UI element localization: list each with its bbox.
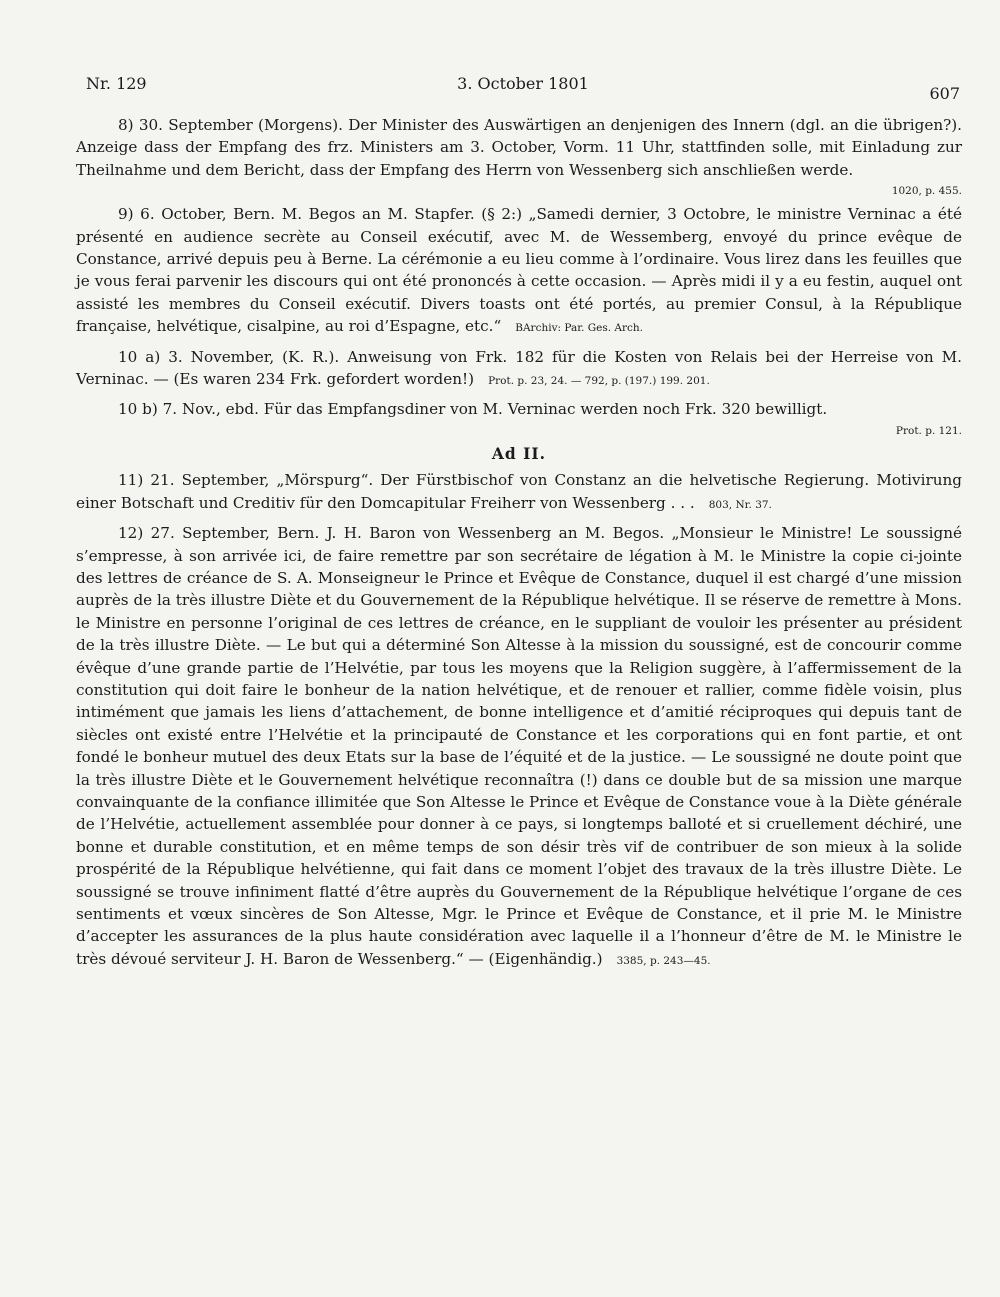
citation: 1020, p. 455.	[891, 185, 962, 198]
entry-text: 11) 21. September, „Mörspurg“. Der Fürstbischof von Constanz an die helvetische Regierung. Motivirung einer Botschaft und Creditiv für den Domcapitular Freiherr von Wessenberg . . .	[76, 471, 962, 512]
entry-text: 9) 6. October, Bern. M. Begos an M. Stapfer. (§ 2:) „Samedi dernier, 3 Octobre, le ministre Verninac a été présenté en audience secrète au Conseil exécutif, avec M. de Wessemberg, envoyé du prince evêque de Constance, arrivé depuis peu à Berne. La cérémonie a eu lieu comme à l’ordinaire. Vous lirez dans les feuilles que je vous ferai parvenir les discours qui ont été prononcés à cette occasion. — Après midi il y a eu festin, auquel ont assisté les membres du Conseil exécutif. Divers toasts ont été portés, au premier Consul, à la République française, helvétique, cisalpine, au roi d’Espagne, etc.“	[76, 205, 962, 336]
document-number: Nr. 129	[86, 74, 147, 93]
citation: Prot. p. 121.	[895, 424, 962, 437]
entry-9	[76, 203, 962, 339]
citation: 803, Nr. 37.	[708, 498, 772, 511]
entry-text: 10 a) 3. November, (K. R.). Anweisung von Frk. 182 für die Kosten von Relais bei der Herreise von M. Verninac. — (Es waren 234 Frk. gefordert worden!)	[76, 347, 962, 389]
document-body	[76, 114, 962, 978]
entry-10b	[76, 398, 962, 420]
entry-8	[76, 114, 962, 181]
citation: Prot. p. 23, 24. — 792, p. (197.) 199. 201.	[488, 375, 710, 388]
page-header	[86, 74, 960, 102]
citation: BArchiv: Par. Ges. Arch.	[515, 322, 644, 335]
section-heading: Ad II.	[491, 443, 547, 463]
entry-text: 8) 30. September (Morgens). Der Minister des Auswärtigen an denjenigen des Innern (dgl. an die übrigen?). Anzeige dass der Empfang des frz. Ministers am 3. October, Vorm. 11 Uhr, stattfinden solle, mit Einladung zur Theilnahme und dem Bericht, dass der Empfang des Herrn von Wessenberg sich anschließen werde.	[76, 116, 962, 179]
page-date: 3. October 1801	[457, 74, 589, 93]
entry-12	[76, 522, 962, 972]
entry-10a	[76, 346, 962, 393]
citation: 3385, p. 243—45.	[616, 954, 711, 967]
page-number: 607	[929, 84, 960, 103]
entry-text: 10 b) 7. Nov., ebd. Für das Empfangsdiner von M. Verninac werden noch Frk. 320 bewilligt.	[118, 400, 828, 419]
entry-text: 12) 27. September, Bern. J. H. Baron von Wessenberg an M. Begos. „Monsieur le Ministre! Le soussigné s’empresse, à son arrivée ici, de faire remettre par son secrétaire de légation à M. le Ministre la copie ci-jointe des lettres de créance de S. A. Monseigneur le Prince et Evêque de Constance, duquel il est chargé d’une mission auprès de la très illustre Diète et du Gouvernement de la République helvétique. Il se réserve de remettre à Mons. le Ministre en personne l’original de ces lettres de créance, en le suppliant de vouloir les présenter au président de la très illustre Diète. — Le but qui a déterminé Son Altesse à la mission du soussigné, est de concourir comme évêque d’une grande partie de l’Helvétie, par tous les moyens que la Religion suggère, à l’affermissement de la constitution qui doit faire le bonheur de la nation helvétique, et de renouer et rallier, comme fidèle voisin, plus intimément que jamais les liens d’attachement, de bonne intelligence et d’amitié réciproques qui depuis tant de siècles ont existé entre l’Helvétie et la principauté de Constance et les corporations qui en font partie, et ont fondé le bonheur mutuel des deux Etats sur la base de l’équité et de la justice. — Le soussigné ne doute point que la très illustre Diète et le Gouvernement helvétique reconnaîtra (!) dans ce double but de sa mission une marque convainquante de la confiance illimitée que Son Altesse le Prince et Evêque de Constance voue à la Diète générale de l’Helvétie, actuellement assemblée pour donner à ce pays, si longtemps balloté et si cruellement déchiré, une bonne et durable constitution, et en même temps de son désir très vif de contribuer de son mieux à la solide prospérité de la République helvétienne, qui fait dans ce moment l’objet des travaux de la très illustre Diète. Le soussigné se trouve infiniment flatté d’être auprès du Gouvernement de la République helvétique l’organe de ces sentiments et vœux sincères de Son Altesse, Mgr. le Prince et Evêque de Constance, et il prie M. le Ministre d’accepter les assurances de la plus haute considération avec laquelle il a l’honneur d’être de M. le Ministre le très dévoué serviteur J. H. Baron de Wessenberg.“ — (Eigenhändig.)	[76, 524, 963, 968]
entry-11	[76, 469, 962, 516]
